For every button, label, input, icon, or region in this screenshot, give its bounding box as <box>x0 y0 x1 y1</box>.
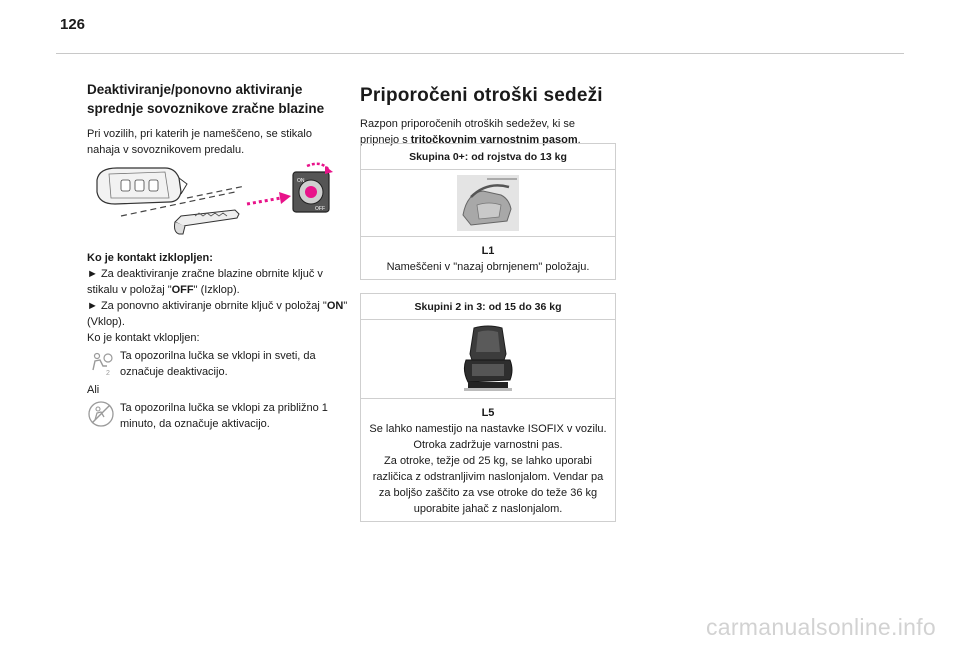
booster-seat-icon <box>460 324 516 394</box>
airbag-intro: Pri vozilih, pri katerih je nameščeno, se stikalo nahaja v sovoznikovem predalu. <box>87 128 312 156</box>
header-divider <box>56 53 904 54</box>
warning-deactivated-row <box>87 348 349 380</box>
seat-image-cell <box>361 170 615 237</box>
child-seats-intro: Razpon priporočenih otroških sedežev, ki se pripnejo s tritočkovnim varnostnim pasom. <box>360 118 581 146</box>
seat-line: Se lahko namestijo na nastavke ISOFIX v vozilu. <box>369 423 607 435</box>
warning-activated-row <box>87 400 349 432</box>
airbag-section-title: Deaktiviranje/ponovno aktiviranje sprednje sovoznikove zračne blazine <box>87 82 325 116</box>
seat-group-header: Skupina 0+: od rojstva do 13 kg <box>361 144 615 170</box>
seat-group-header: Skupini 2 in 3: od 15 do 36 kg <box>361 294 615 320</box>
switch-label-on: ON <box>297 178 305 184</box>
airbag-on-warning-icon <box>87 400 115 428</box>
seat-line: Za otroke, težje od 25 kg, se lahko uporabi različica z odstranljivim naslonjalom. Vendar pa za boljšo zaščito za vse otroke do teže 36 kg uporabite jahač z naslonjalom. <box>372 455 604 515</box>
seat-description <box>361 399 615 521</box>
seat-description <box>361 237 615 279</box>
warning-deactivated-text: Ta opozorilna lučka se vklopi in sveti, da označuje deaktivacijo. <box>120 350 316 378</box>
switch-label-off: OFF <box>315 206 325 212</box>
key-blade-icon <box>175 210 240 234</box>
seat-code: L1 <box>481 245 495 257</box>
step-heading: Ko je kontakt izklopljen: <box>87 252 213 264</box>
airbag-section <box>87 80 345 158</box>
or-text: Ali <box>87 384 100 396</box>
svg-text:2: 2 <box>106 370 110 376</box>
seat-image-cell <box>361 320 615 399</box>
key-switch-illustration <box>95 158 335 238</box>
contact-on-text: Ko je kontakt vklopljen: <box>87 332 200 344</box>
watermark: carmanualsonline.info <box>705 614 936 640</box>
airbag-steps <box>87 250 349 434</box>
key-fob-icon <box>97 168 187 204</box>
seat-group-0plus <box>360 143 616 280</box>
baby-carrier-seat-icon <box>457 175 519 231</box>
page-number: 126 <box>60 16 86 33</box>
seat-group-2-3 <box>360 293 616 522</box>
seat-code: L5 <box>481 407 495 419</box>
airbag-off-warning-icon <box>87 348 115 376</box>
step-reactivate: ► Za ponovno aktiviranje obrnite ključ v položaj "ON" (Vklop). <box>87 300 348 328</box>
child-seats-title: Priporočeni otroški sedeži <box>360 85 603 106</box>
airbag-switch-icon <box>293 172 329 212</box>
warning-activated-text: Ta opozorilna lučka se vklopi za približno 1 minuto, da označuje aktivacijo. <box>120 402 328 430</box>
step-deactivate: ► Za deaktiviranje zračne blazine obrnite ključ v stikalu v položaj "OFF" (Izklop). <box>87 268 323 296</box>
insert-arrow-icon <box>247 192 291 204</box>
seat-line: Nameščeni v "nazaj obrnjenem" položaju. <box>386 261 590 273</box>
child-seats-section <box>360 84 616 148</box>
seat-line: Otroka zadržuje varnostni pas. <box>413 439 563 451</box>
